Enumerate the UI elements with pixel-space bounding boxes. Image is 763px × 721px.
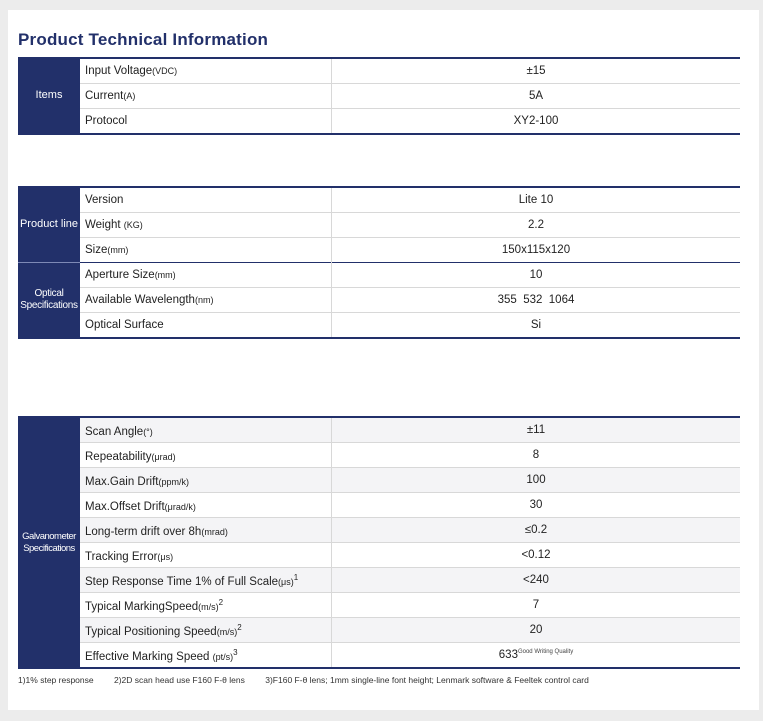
footnote-3: 3)F160 F-θ lens; 1mm single-line font height; Lenmark software & Feeltek control card: [265, 675, 589, 685]
unit-text: (μrad/k): [164, 501, 196, 512]
row-value: [332, 518, 741, 543]
unit-text: (m/s): [216, 626, 238, 637]
page-title: Product Technical Information: [18, 30, 269, 49]
unit-text: (ppm/k): [158, 476, 190, 487]
label-text: Current: [85, 90, 124, 102]
footnote-ref: 1: [293, 572, 299, 582]
label-text: Step Response Time 1% of Full Scale: [85, 575, 279, 588]
unit-text: (KG): [123, 220, 143, 230]
row-label: [80, 568, 332, 593]
category-optical-specifications: Optical Specifications: [18, 263, 80, 339]
footnote-ref: 3: [233, 647, 238, 657]
label-text: Repeatability: [85, 450, 152, 463]
value-text: 7: [532, 599, 540, 611]
row-value: [332, 643, 741, 669]
footnotes: [18, 675, 607, 685]
unit-text: (mm): [154, 270, 176, 280]
unit-text: (pt/s): [212, 651, 234, 662]
value-text: 30: [529, 499, 543, 511]
electrical-table: [18, 57, 740, 135]
label-text: Protocol: [85, 115, 128, 127]
row-value: XY2-100: [513, 115, 559, 127]
row-label: [80, 109, 332, 135]
value-text: 100: [526, 474, 546, 486]
row-value: [332, 468, 741, 493]
value-text: 633: [498, 649, 518, 661]
row-label: [80, 238, 332, 263]
value-text: <0.12: [521, 549, 551, 561]
unit-text: (VDC): [152, 66, 178, 76]
footnote-ref: 2: [237, 622, 242, 632]
label-text: Input Voltage: [85, 65, 153, 77]
label-text: Version: [85, 194, 124, 206]
label-text: Scan Angle: [85, 425, 144, 438]
label-text: Max.Gain Drift: [85, 475, 159, 488]
row-value: ±15: [332, 58, 741, 84]
footnote-2: 2)2D scan head use F160 F-θ lens: [113, 675, 245, 685]
row-label: [80, 518, 332, 543]
row-value: [332, 568, 741, 593]
row-label: [80, 443, 332, 468]
label-text: Size: [85, 244, 108, 256]
spec-card: [8, 10, 759, 710]
row-label: [80, 543, 332, 568]
unit-text: (μs): [278, 576, 294, 587]
row-label: [80, 58, 332, 84]
label-text: Aperture Size: [85, 269, 155, 281]
row-value: [332, 618, 741, 643]
label-text: Typical Positioning Speed: [85, 625, 217, 638]
row-value: [332, 443, 741, 468]
row-value: [332, 593, 741, 618]
value-note: Good Writing Quality: [517, 649, 574, 656]
row-value: Lite 10: [332, 187, 741, 213]
row-value: Si: [530, 319, 542, 331]
value-text: 8: [532, 449, 540, 461]
row-label: [80, 187, 332, 213]
row-value: 5A: [332, 84, 741, 109]
row-label: [80, 263, 332, 288]
row-label: [80, 288, 332, 313]
value-text: 20: [529, 624, 543, 636]
label-text: Optical Surface: [85, 319, 164, 331]
row-label: [80, 493, 332, 518]
unit-text: (mrad): [201, 526, 228, 537]
row-value: 150x115x120: [501, 244, 571, 256]
label-text: Tracking Error: [85, 550, 158, 563]
unit-text: (μs): [157, 551, 174, 562]
row-label: [80, 643, 332, 669]
label-text: Typical MarkingSpeed: [85, 600, 199, 613]
row-label: [80, 213, 332, 238]
row-value: 10: [332, 263, 741, 288]
footnote-1: 1)1% step response: [18, 675, 94, 685]
unit-text: (nm): [194, 295, 214, 305]
row-label: [80, 417, 332, 443]
unit-text: (mm): [107, 245, 129, 255]
label-text: Available Wavelength: [85, 294, 195, 306]
row-label: [80, 313, 332, 339]
unit-text: (μrad): [151, 451, 176, 462]
row-label: [80, 468, 332, 493]
row-value: [332, 493, 741, 518]
label-text: Weight: [85, 219, 124, 231]
label-text: Max.Offset Drift: [85, 500, 165, 513]
row-label: [80, 618, 332, 643]
galvanometer-table: [18, 416, 740, 669]
label-text: Effective Marking Speed: [85, 650, 213, 663]
category-galvanometer-specifications: Galvanometer Specifications: [18, 417, 80, 668]
value-text: ≤0.2: [524, 524, 548, 536]
unit-text: (°): [143, 426, 153, 437]
footnote-ref: 2: [218, 597, 224, 607]
category-items: Items: [18, 58, 80, 134]
row-value: 355 532 1064: [332, 288, 741, 313]
unit-text: (m/s): [198, 601, 219, 612]
row-value: 2.2: [332, 213, 741, 238]
product-optical-table: [18, 186, 740, 339]
row-value: [332, 543, 741, 568]
row-label: [80, 593, 332, 618]
unit-text: (A): [123, 91, 136, 101]
row-value: [332, 417, 741, 443]
category-product-line: Product line: [18, 187, 80, 263]
label-text: Long-term drift over 8h: [85, 525, 202, 538]
row-label: [80, 84, 332, 109]
value-text: <240: [523, 574, 549, 586]
value-text: ±11: [526, 424, 546, 436]
